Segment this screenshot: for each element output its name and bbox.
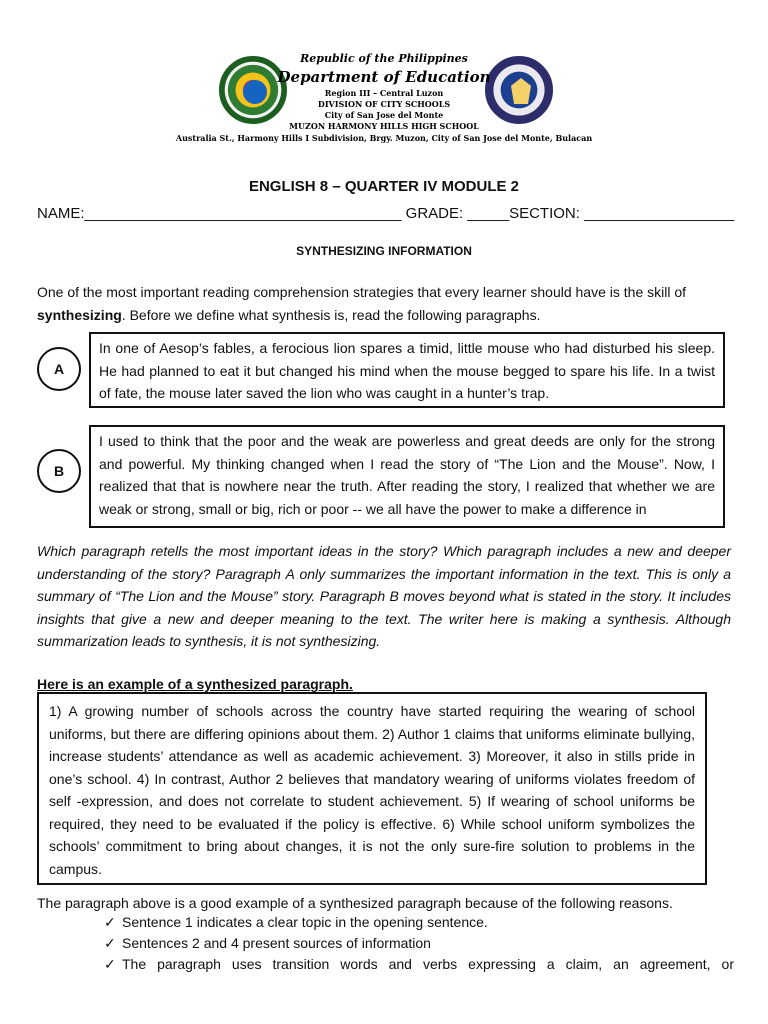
explanation-paragraph: Which paragraph retells the most important ideas in the story? Which paragraph includes a new and deeper understanding of the story? Paragraph A only summarizes the important information in the text. This is only a summary of “The Lion and the Mouse” story. Paragraph B moves beyond what is stated in the story. It includes insights that give a new and deeper meaning to the text. The writer here is making a synthesis. Although summarization leads to synthesis, it is not synthesizing. [37, 543, 731, 649]
module-title: ENGLISH 8 – QUARTER IV MODULE 2 [248, 178, 520, 195]
example-heading: Here is an example of a synthesized paragraph. [37, 676, 353, 692]
header-department: Department of Education [277, 68, 491, 86]
synthesized-paragraph-box: 1) A growing number of schools across the country have started requiring the wearing of school uniforms, but there are differing opinions about them. 2) Author 1 claims that uniforms eliminate bullying, increase students’ attendance as well as academic achievement. 3) Moreover, it also in stills pride in one’s school. 4) In contrast, Author 2 believes that mandatory wearing of uniforms violates freedom of self -expression, and does not correlate to student achievement. 5) If wearing of school uniforms be required, they need to be evaluated if the policy is effective. 6) While school uniform symbolizes the schools’ commitment to bring about changes, it is not the only sure-fire solution to problems in the campus. [37, 692, 707, 885]
section-title: SYNTHESIZING INFORMATION [296, 244, 472, 258]
paragraph-a-box: In one of Aesop’s fables, a ferocious lion spares a timid, little mouse who had disturbed his sleep. He had planned to eat it but changed his mind when the mouse begged to spare his life. In a twist of fate, the mouse later saved the lion who was caught in a hunter’s trap. [89, 332, 725, 408]
name-grade-section-line: NAME:______________________________________ GRADE: _____SECTION: __________________ [37, 205, 735, 222]
check-icon: ✓ [104, 956, 116, 972]
reasons-intro: The paragraph above is a good example of a synthesized paragraph because of the following reasons. [37, 895, 673, 911]
intro-text-1: One of the most important reading comprehension strategies that every learner should have is the skill of [37, 284, 687, 300]
intro-bold-term: synthesizing [37, 306, 122, 323]
check-icon: ✓ [104, 935, 116, 951]
header-republic: Republic of the Philippines [300, 52, 468, 65]
reason-text: Sentence 1 indicates a clear topic in the opening sentence. [122, 914, 488, 930]
header-division: DIVISION OF CITY SCHOOLS [317, 99, 451, 109]
reason-text: Sentences 2 and 4 present sources of information [122, 935, 431, 951]
label-b-circle: B [37, 449, 81, 493]
reason-item [104, 912, 734, 932]
paragraph-b-box: I used to think that the poor and the weak are powerless and great deeds are only for the strong and powerful. My thinking changed when I read the story of “The Lion and the Mouse”. Now, I realized that that is nowhere near the truth. After reading the story, I realized that whether we are weak or strong, small or big, rich or poor -- we all have the power to make a difference in [89, 425, 725, 528]
intro-text-2: . Before we define what synthesis is, read the following paragraphs. [121, 306, 541, 323]
header-address: Australia St., Harmony Hills I Subdivision, Brgy. Muzon, City of San Jose del Monte, Bulacan [175, 133, 593, 143]
reason-text: The paragraph uses transition words and verbs expressing a claim, an agreement, or [122, 956, 734, 972]
label-a-circle: A [37, 347, 81, 391]
header-city: City of San Jose del Monte [324, 110, 444, 120]
reason-item [104, 954, 734, 974]
reason-item [104, 933, 734, 953]
header-region: Region III – Central Luzon [324, 88, 444, 98]
header-school: MUZON HARMONY HILLS HIGH SCHOOL [289, 121, 479, 131]
check-icon: ✓ [104, 914, 116, 930]
intro-paragraph [37, 281, 731, 326]
